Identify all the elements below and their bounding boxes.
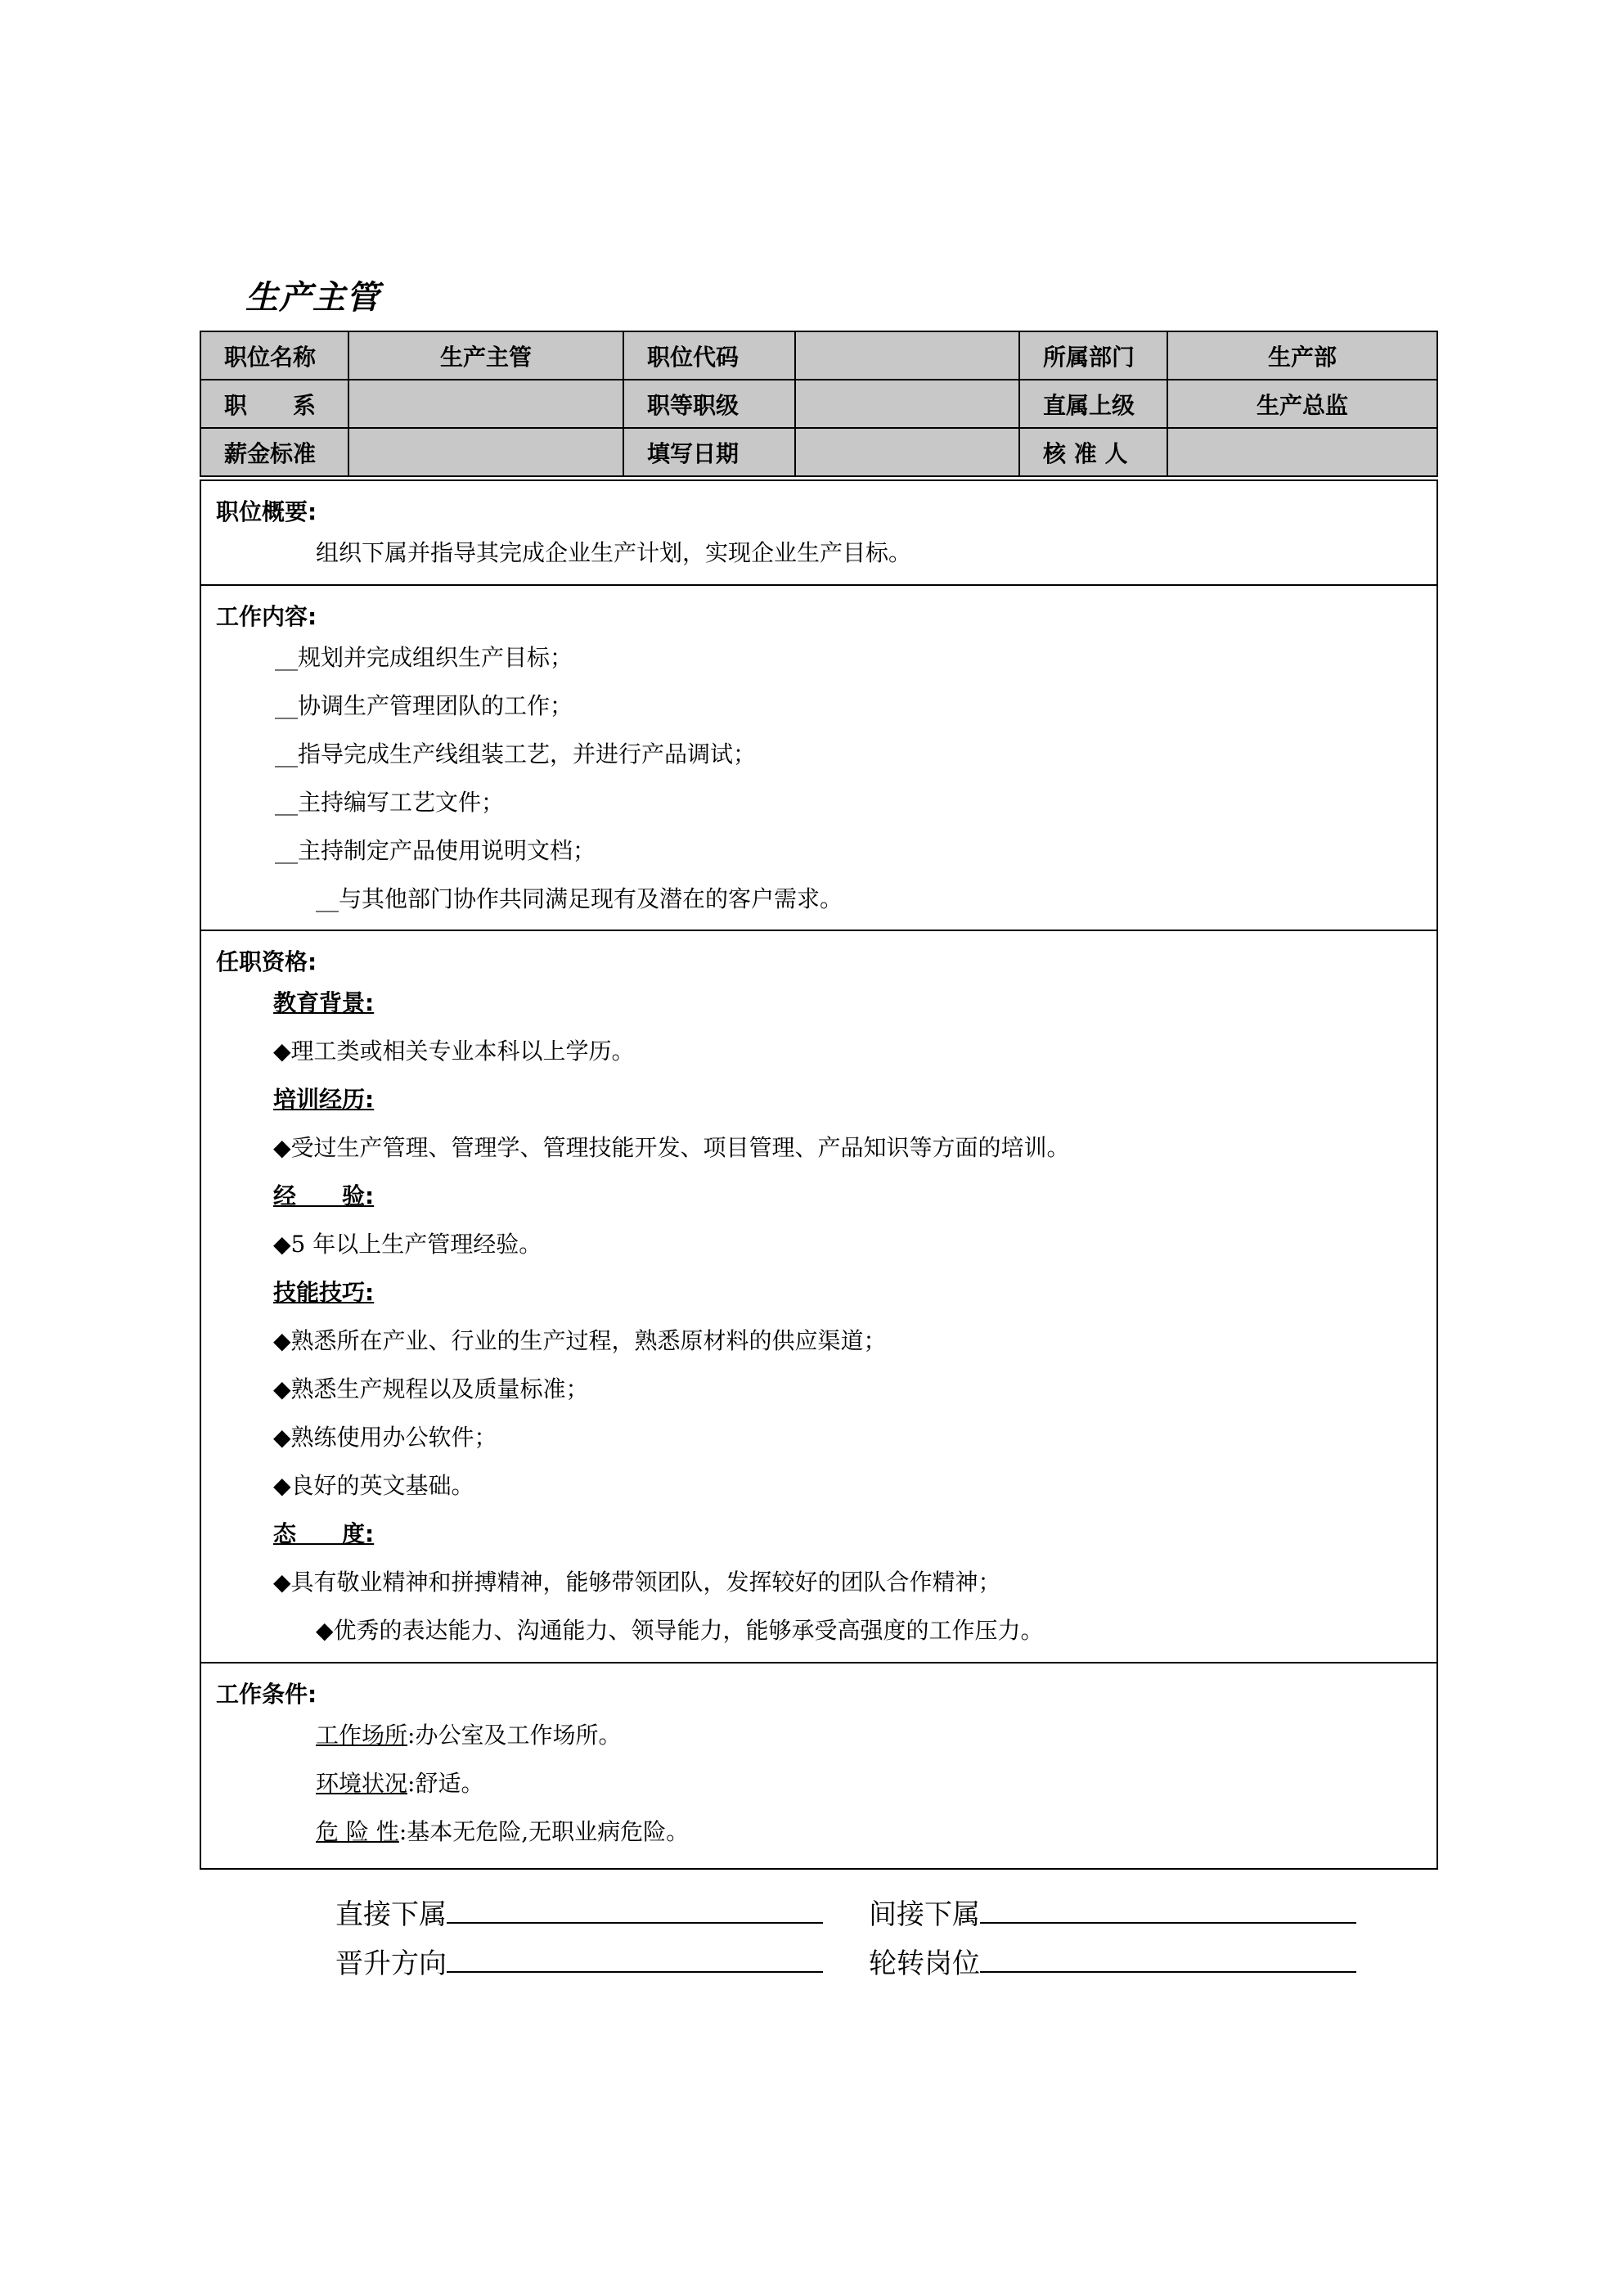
rotation-blank — [980, 1947, 1356, 1973]
skill-item: ◆熟悉生产规程以及质量标准； — [273, 1375, 589, 1402]
value-job-series — [348, 380, 623, 428]
skill-item: ◆熟练使用办公软件； — [273, 1424, 497, 1451]
rotation-label: 轮转岗位 — [869, 1947, 980, 1980]
duty-item: __与其他部门协作共同满足现有及潜在的客户需求。 — [316, 885, 843, 912]
footer-rotation — [869, 1941, 1356, 1981]
attitude-item: ◆优秀的表达能力、沟通能力、领导能力，能够承受高强度的工作压力。 — [316, 1617, 1044, 1644]
value-position-code — [795, 331, 1019, 380]
value-supervisor: 生产总监 — [1167, 380, 1437, 428]
condition-label: 危 险 性 — [316, 1818, 399, 1845]
condition-item — [201, 1759, 1436, 1808]
duty-item: __主持编写工艺文件； — [275, 789, 505, 816]
header-row-3 — [200, 428, 1437, 476]
indirect-subordinates-label: 间接下属 — [869, 1898, 980, 1931]
label-job-series: 职 系 — [200, 380, 348, 428]
condition-label: 环境状况 — [316, 1770, 408, 1797]
value-position-name: 生产主管 — [348, 331, 623, 380]
overview-text: 组织下属并指导其完成企业生产计划，实现企业生产目标。 — [316, 539, 912, 566]
label-department: 所属部门 — [1019, 331, 1167, 380]
skill-item: ◆熟悉所在产业、行业的生产过程，熟悉原材料的供应渠道； — [273, 1327, 887, 1354]
section-overview — [201, 479, 1436, 584]
value-department: 生产部 — [1167, 331, 1437, 380]
section-qualifications — [201, 930, 1436, 1662]
condition-item — [201, 1808, 1436, 1856]
header-table — [200, 331, 1438, 477]
training-heading: 培训经历: — [273, 1086, 375, 1113]
job-description-body — [200, 479, 1438, 1870]
experience-item: ◆5 年以上生产管理经验。 — [273, 1231, 542, 1258]
direct-subordinates-label: 直接下属 — [335, 1898, 447, 1931]
label-position-code: 职位代码 — [623, 331, 795, 380]
duties-title: 工作内容: — [216, 603, 317, 630]
duty-item: __主持制定产品使用说明文档； — [275, 837, 596, 864]
indirect-subordinates-blank — [980, 1898, 1356, 1924]
duty-item: __协调生产管理团队的工作； — [275, 692, 573, 719]
attitude-item: ◆具有敬业精神和拼搏精神，能够带领团队，发挥较好的团队合作精神； — [273, 1569, 1001, 1596]
condition-value: :舒适。 — [407, 1770, 484, 1797]
page-title: 生产主管 — [245, 279, 380, 317]
footer-promotion — [335, 1941, 823, 1981]
promotion-label: 晋升方向 — [335, 1947, 447, 1980]
direct-subordinates-blank — [447, 1898, 823, 1924]
condition-label: 工作场所 — [316, 1722, 408, 1749]
duty-item: __指导完成生产线组装工艺，并进行产品调试； — [275, 741, 757, 768]
education-item: ◆理工类或相关专业本科以上学历。 — [273, 1038, 635, 1065]
conditions-title: 工作条件: — [216, 1681, 317, 1708]
value-grade — [795, 380, 1019, 428]
value-approver — [1167, 428, 1437, 476]
training-item: ◆受过生产管理、管理学、管理技能开发、项目管理、产品知识等方面的培训。 — [273, 1134, 1070, 1161]
attitude-heading: 态 度: — [273, 1520, 375, 1547]
section-duties — [201, 584, 1436, 930]
qualifications-title: 任职资格: — [216, 948, 317, 975]
value-salary — [348, 428, 623, 476]
label-grade: 职等职级 — [623, 380, 795, 428]
label-supervisor: 直属上级 — [1019, 380, 1167, 428]
label-salary: 薪金标准 — [200, 428, 348, 476]
value-fill-date — [795, 428, 1019, 476]
condition-value: :办公室及工作场所。 — [407, 1722, 622, 1749]
education-heading: 教育背景: — [273, 989, 375, 1016]
skills-heading: 技能技巧: — [273, 1279, 375, 1306]
label-position-name: 职位名称 — [200, 331, 348, 380]
promotion-blank — [447, 1947, 823, 1973]
experience-heading: 经 验: — [273, 1182, 375, 1209]
label-approver: 核 准 人 — [1019, 428, 1167, 476]
duty-item: __规划并完成组织生产目标； — [275, 644, 573, 671]
condition-item — [201, 1711, 1436, 1759]
label-fill-date: 填写日期 — [623, 428, 795, 476]
footer-indirect-subordinates — [869, 1892, 1356, 1932]
header-row-2 — [200, 380, 1437, 428]
header-row-1 — [200, 331, 1437, 380]
section-conditions — [201, 1662, 1436, 1868]
overview-title: 职位概要: — [216, 498, 317, 525]
condition-value: :基本无危险,无职业病危险。 — [398, 1818, 690, 1845]
skill-item: ◆良好的英文基础。 — [273, 1472, 474, 1499]
footer-direct-subordinates — [335, 1892, 823, 1932]
